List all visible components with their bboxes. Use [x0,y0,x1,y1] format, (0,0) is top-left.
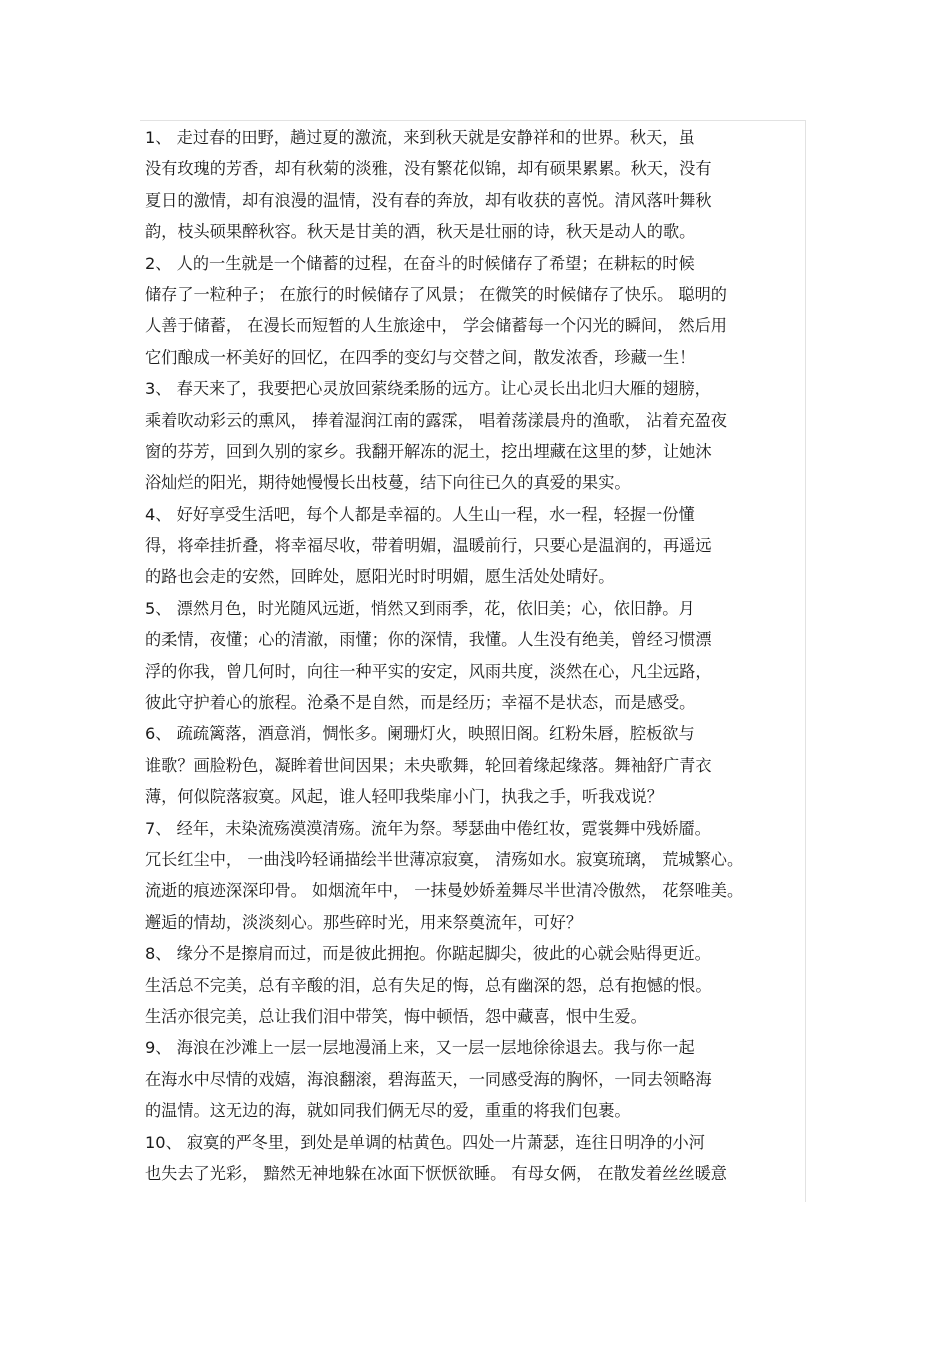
text-line: 6、 疏疏篱落，酒意消，惆怅多。阑珊灯火，映照旧阁。红粉朱唇，腔板欲与 [145,724,695,744]
text-line: 乘着吹动彩云的熏风， 捧着湿润江南的露霂， 唱着荡漾晨舟的渔歌， 沾着充盈夜 [145,410,727,430]
text-line: 4、 好好享受生活吧，每个人都是幸福的。人生山一程，水一程，轻握一份懂 [145,504,695,524]
text-line: 得，将牵挂折叠，将幸福尽收，带着明媚，温暖前行，只要心是温润的，再遥远 [145,536,712,556]
text-line: 10、 寂寞的严冬里，到处是单调的枯黄色。四处一片萧瑟，连往日明净的小河 [145,1132,705,1152]
text-line: 它们酿成一杯美好的回忆，在四季的变幻与交替之间，散发浓香，珍藏一生！ [145,347,696,367]
text-line: 没有玫瑰的芳香，却有秋菊的淡雅，没有繁花似锦，却有硕果累累。秋天，没有 [145,159,712,179]
text-line: 储存了一粒种子； 在旅行的时候储存了风景； 在微笑的时候储存了快乐。 聪明的 [145,284,727,304]
text-line: 彼此守护着心的旅程。沧桑不是自然，而是经历；幸福不是状态，而是感受。 [145,693,696,713]
text-line: 人善于储蓄， 在漫长而短暂的人生旅途中， 学会储蓄每一个闪光的瞬间， 然后用 [145,316,727,336]
text-line: 浮的你我，曾几何时，向往一种平实的安定，风雨共度，淡然在心，凡尘远路， [145,661,712,681]
text-line: 1、 走过春的田野，趟过夏的激流，来到秋天就是安静祥和的世界。秋天，虽 [145,128,695,147]
text-line: 在海水中尽情的戏嬉，海浪翻滚，碧海蓝天，一同感受海的胸怀，一同去领略海 [145,1069,712,1089]
text-line: 的柔情，夜懂；心的清澈，雨懂；你的深情，我懂。人生没有绝美，曾经习惯漂 [145,630,712,650]
text-line: 3、 春天来了，我要把心灵放回萦绕柔肠的远方。让心灵长出北归大雁的翅膀， [145,379,711,399]
text-line: 7、 经年，未染流殇漠漠清殇。流年为祭。琴瑟曲中倦红妆，霓裳舞中残娇靥。 [145,818,711,838]
text-line: 也失去了光彩， 黯然无神地躲在冰面下恹恹欲睡。 有母女俩， 在散发着丝丝暖意 [145,1163,727,1183]
text-line: 流逝的痕迹深深印骨。 如烟流年中， 一抹曼妙娇羞舞尽半世清冷傲然， 花祭唯美。 [145,881,744,901]
text-line: 生活总不完美，总有辛酸的泪，总有失足的悔，总有幽深的怨，总有抱憾的恨。 [145,975,712,995]
text-line: 的路也会走的安然，回眸处，愿阳光时时明媚，愿生活处处晴好。 [145,567,615,587]
text-line: 2、 人的一生就是一个储蓄的过程，在奋斗的时候储存了希望；在耕耘的时候 [145,253,695,273]
text-line: 冗长红尘中， 一曲浅吟轻诵描绘半世薄凉寂寞， 清殇如水。寂寞琉璃， 荒城繁心。 [145,849,744,869]
text-line: 的温情。这无边的海，就如同我们俩无尽的爱，重重的将我们包裹。 [145,1101,631,1121]
text-line: 谁歌？画脸粉色，凝眸着世间因果；未央歌舞，轮回着缘起缘落。舞袖舒广青衣 [145,755,712,775]
text-line: 9、 海浪在沙滩上一层一层地漫涌上来，又一层一层地徐徐退去。我与你一起 [145,1038,695,1058]
text-line: 邂逅的情劫，淡淡刻心。那些碎时光，用来祭奠流年，可好？ [145,912,583,932]
document-body [145,122,809,1189]
text-line: 5、 漂然月色，时光随风远逝，悄然又到雨季，花，依旧美；心，依旧静。月 [145,598,695,618]
text-line: 8、 缘分不是擦肩而过，而是彼此拥抱。你踮起脚尖，彼此的心就会贴得更近。 [145,944,711,964]
text-line: 生活亦很完美，总让我们泪中带笑，悔中顿悟，怨中藏喜，恨中生爱。 [145,1006,647,1026]
text-line: 薄，何似院落寂寞。风起，谁人轻叩我柴扉小门，执我之手，听我戏说？ [145,787,663,807]
text-line: 韵，枝头硕果醉秋容。秋天是甘美的酒，秋天是壮丽的诗，秋天是动人的歌。 [145,222,696,242]
text-line: 窗的芬芳，回到久别的家乡。我翻开解冻的泥土，挖出埋藏在这里的梦，让她沐 [145,441,712,461]
text-line: 夏日的激情，却有浪漫的温情，没有春的奔放，却有收获的喜悦。清风落叶舞秋 [145,190,712,210]
text-line: 浴灿烂的阳光，期待她慢慢长出枝蔓，结下向往已久的真爱的果实。 [145,473,631,493]
